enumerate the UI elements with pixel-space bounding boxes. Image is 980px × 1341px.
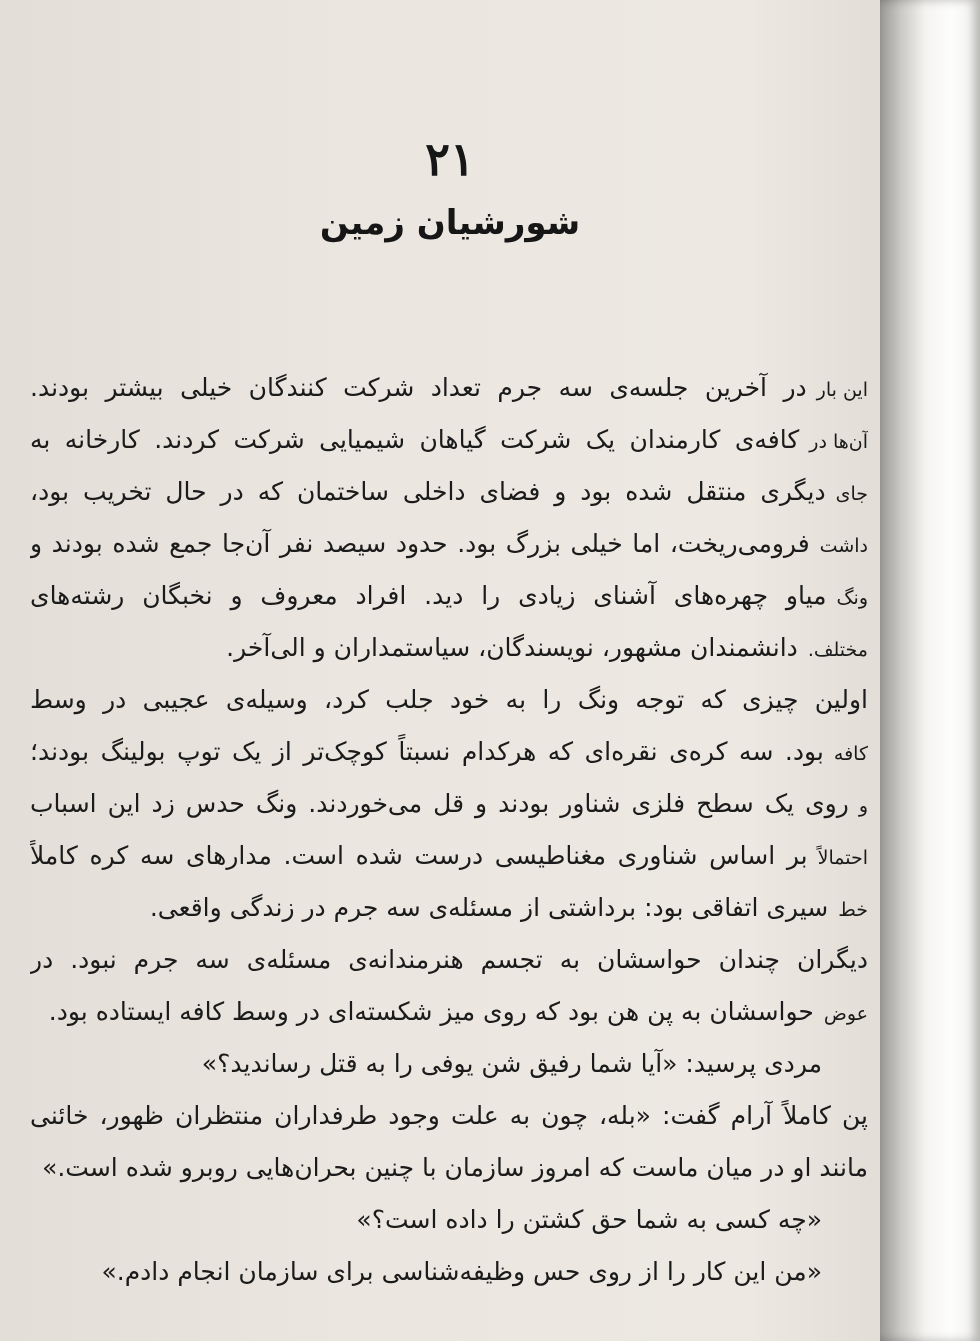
text-line	[30, 622, 868, 674]
page-edge	[880, 0, 980, 1341]
text-line	[30, 466, 868, 518]
text-line	[30, 934, 868, 986]
line-lead-word: ونگ	[836, 587, 868, 609]
text-line	[30, 414, 868, 466]
line-lead-word: جای	[835, 483, 868, 505]
text-line	[30, 362, 868, 414]
chapter-title: شورشیان زمین	[319, 203, 581, 243]
line-lead-word: و	[858, 795, 868, 817]
line-text: مانند او در میان ماست که امروز سازمان با چنین بحران‌هایی روبرو شده است.»	[42, 1153, 868, 1182]
line-text: «چه کسی به شما حق کشتن را داده است؟»	[356, 1205, 822, 1234]
text-line	[30, 1038, 868, 1090]
text-line	[30, 986, 868, 1038]
line-text: در آخرین جلسه‌ی سه جرم تعداد شرکت کنندگان خیلی بیشتر بودند.	[30, 373, 807, 402]
text-line	[30, 882, 868, 934]
line-text: دیگران چندان حواسشان به تجسم هنرمندانه‌ی مسئله‌ی سه جرم نبود. در	[30, 945, 868, 974]
line-text: کافه‌ی کارمندان یک شرکت گیاهان شیمیایی شرکت کردند. کارخانه به	[30, 425, 800, 454]
line-text: بر اساس شناوری مغناطیسی درست شده است. مدارهای سه کره کاملاً	[30, 841, 808, 870]
line-text: پن کاملاً آرام گفت: «بله، چون به علت وجود طرفداران منتظران ظهور، خائنی	[30, 1101, 868, 1130]
line-lead-word: کافه	[833, 743, 868, 765]
text-line	[30, 726, 868, 778]
text-line	[30, 518, 868, 570]
text-line	[30, 1090, 868, 1142]
line-text: میاو چهره‌های آشنای زیادی را دید. افراد معروف و نخبگان رشته‌های	[30, 581, 827, 610]
text-line	[30, 1246, 868, 1298]
line-lead-word: عوض	[823, 1003, 868, 1025]
chapter-number: ۲۱	[425, 132, 475, 186]
line-lead-word: خط	[838, 899, 868, 921]
line-lead-word: احتمالاً	[817, 847, 868, 869]
line-text: مردی پرسید: «آیا شما رفیق شن یوفی را به قتل رساندید؟»	[201, 1049, 822, 1078]
text-line	[30, 674, 868, 726]
line-text: حواسشان به پن هن بود که روی میز شکسته‌ای در وسط کافه ایستاده بود.	[48, 997, 814, 1026]
line-text: روی یک سطح فلزی شناور بودند و قل می‌خوردند. ونگ حدس زد این اسباب	[30, 789, 849, 818]
line-lead-word: داشت	[819, 535, 868, 557]
line-text: دانشمندان مشهور، نویسندگان، سیاستمداران و الی‌آخر.	[226, 633, 798, 662]
line-lead-word: آن‌ها در	[809, 431, 868, 453]
line-text: اولین چیزی که توجه ونگ را به خود جلب کرد، وسیله‌ی عجیبی در وسط	[30, 685, 868, 714]
line-text: فرومی‌ریخت، اما خیلی بزرگ بود. حدود سیصد نفر آن‌جا جمع شده بودند و	[30, 529, 810, 558]
chapter-body	[30, 362, 868, 1298]
line-text: سیری اتفاقی بود: برداشتی از مسئله‌ی سه جرم در زندگی واقعی.	[149, 893, 829, 922]
text-line	[30, 1194, 868, 1246]
line-text: «من این کار را از روی حس وظیفه‌شناسی برای سازمان انجام دادم.»	[101, 1257, 822, 1286]
text-line	[30, 1142, 868, 1194]
line-lead-word: مختلف.	[807, 639, 868, 661]
text-line	[30, 830, 868, 882]
line-text: دیگری منتقل شده بود و فضای داخلی ساختمان که در حال تخریب بود،	[30, 477, 826, 506]
text-line	[30, 778, 868, 830]
text-line	[30, 570, 868, 622]
line-text: بود. سه کره‌ی نقره‌ای که هرکدام نسبتاً کوچک‌تر از یک توپ بولینگ بودند؛	[30, 737, 824, 766]
line-lead-word: این بار	[816, 379, 868, 401]
